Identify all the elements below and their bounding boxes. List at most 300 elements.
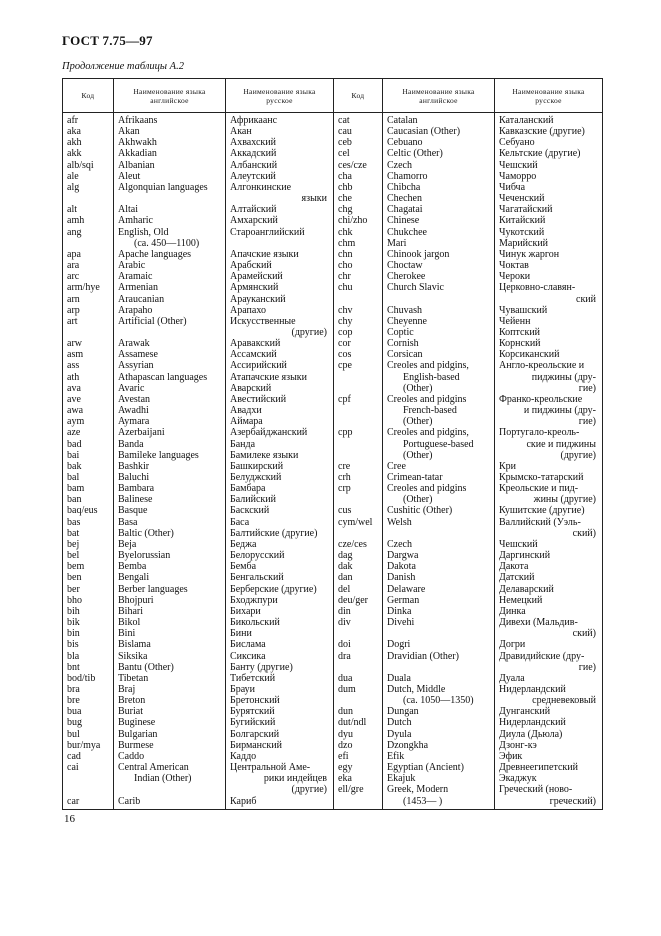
cell-russian-right: Чеченский — [495, 193, 603, 204]
cell-russian-right: Чувашский — [495, 305, 603, 316]
cell-english-left: Buginese — [114, 717, 226, 728]
cell-russian-left: Авадхи — [226, 405, 334, 416]
cell-russian-right: Коптский — [495, 327, 603, 338]
cell-code-left: ath — [63, 372, 114, 383]
cell-russian-right: Дивехи (Мальдив- — [495, 617, 603, 628]
cell-code-left: arp — [63, 305, 114, 316]
table-row — [63, 528, 603, 539]
cell-code-right: egy — [334, 762, 383, 773]
cell-russian-right: Нидерландский — [495, 717, 603, 728]
cell-code-right: eka — [334, 773, 383, 784]
cell-russian-right: и пиджины (дру- — [495, 405, 603, 416]
cell-russian-right: ский) — [495, 528, 603, 539]
cell-english-right: Chinook jargon — [383, 249, 495, 260]
cell-russian-right: Чагатайский — [495, 204, 603, 215]
cell-code-left: akh — [63, 137, 114, 148]
table-row — [63, 684, 603, 695]
cell-code-left — [63, 238, 114, 249]
table-row — [63, 539, 603, 550]
cell-code-right: chy — [334, 316, 383, 327]
cell-code-right: chn — [334, 249, 383, 260]
cell-code-left: alg — [63, 182, 114, 193]
cell-russian-left: Авестийский — [226, 394, 334, 405]
cell-code-right: cat — [334, 113, 383, 127]
cell-code-left: arm/hye — [63, 282, 114, 293]
cell-code-right: efi — [334, 751, 383, 762]
cell-code-right — [334, 662, 383, 673]
cell-code-left: bej — [63, 539, 114, 550]
cell-english-right: Corsican — [383, 349, 495, 360]
cell-english-left: Bihari — [114, 606, 226, 617]
cell-russian-right: Корсиканский — [495, 349, 603, 360]
table-row — [63, 227, 603, 238]
cell-english-left — [114, 784, 226, 795]
cell-russian-right: Дуала — [495, 673, 603, 684]
cell-english-right: Chagatai — [383, 204, 495, 215]
cell-english-left: Araucanian — [114, 294, 226, 305]
cell-english-right: Czech — [383, 160, 495, 171]
table-row — [63, 695, 603, 706]
cell-english-left — [114, 327, 226, 338]
cell-code-left: bua — [63, 706, 114, 717]
cell-english-right: French-based — [383, 405, 495, 416]
cell-english-right: Catalan — [383, 113, 495, 127]
cell-english-left: Bantu (Other) — [114, 662, 226, 673]
cell-russian-left: Каддо — [226, 751, 334, 762]
header-code-right: Код — [334, 79, 383, 113]
cell-russian-left: Бенгальский — [226, 572, 334, 583]
cell-russian-right: Дзонг-кэ — [495, 740, 603, 751]
table-row — [63, 405, 603, 416]
cell-code-left: asm — [63, 349, 114, 360]
cell-code-left: ass — [63, 360, 114, 371]
cell-code-right: cop — [334, 327, 383, 338]
cell-english-left: Berber languages — [114, 584, 226, 595]
cell-english-left: Beja — [114, 539, 226, 550]
cell-english-left: Afrikaans — [114, 113, 226, 127]
cell-code-right: div — [334, 617, 383, 628]
cell-english-right — [383, 628, 495, 639]
header-code-left: Код — [63, 79, 114, 113]
table-row — [63, 461, 603, 472]
table-row — [63, 372, 603, 383]
cell-russian-right: Кавказские (другие) — [495, 126, 603, 137]
cell-code-right — [334, 528, 383, 539]
table-row — [63, 639, 603, 650]
cell-english-left: Baltic (Other) — [114, 528, 226, 539]
cell-english-right: Chuvash — [383, 305, 495, 316]
cell-code-right: chu — [334, 282, 383, 293]
table-row — [63, 762, 603, 773]
cell-russian-right: Креольские и пид- — [495, 483, 603, 494]
cell-code-right: cau — [334, 126, 383, 137]
header-russian-right: Наименование языка русское — [495, 79, 603, 113]
table-row — [63, 160, 603, 171]
cell-english-left: Breton — [114, 695, 226, 706]
table-row — [63, 572, 603, 583]
cell-russian-left: Африкаанс — [226, 113, 334, 127]
cell-russian-left: Аварский — [226, 383, 334, 394]
cell-code-left: bam — [63, 483, 114, 494]
cell-russian-right: ский — [495, 294, 603, 305]
cell-russian-right: Диула (Дьюла) — [495, 729, 603, 740]
cell-russian-left: Бислама — [226, 639, 334, 650]
cell-code-right — [334, 796, 383, 810]
cell-russian-left: Баскский — [226, 505, 334, 516]
cell-russian-left: Аккадский — [226, 148, 334, 159]
cell-english-right: Dogri — [383, 639, 495, 650]
cell-english-left — [114, 193, 226, 204]
cell-russian-right: гие) — [495, 416, 603, 427]
cell-code-left: bho — [63, 595, 114, 606]
table-row — [63, 327, 603, 338]
cell-russian-left: Бамилеке языки — [226, 450, 334, 461]
cell-code-left: bih — [63, 606, 114, 617]
cell-russian-right: Себуано — [495, 137, 603, 148]
cell-english-left: Baluchi — [114, 472, 226, 483]
cell-code-right: doi — [334, 639, 383, 650]
cell-russian-left: Ассирийский — [226, 360, 334, 371]
cell-english-left: Amharic — [114, 215, 226, 226]
cell-english-left: Caddo — [114, 751, 226, 762]
cell-english-right: Creoles and pidgins — [383, 394, 495, 405]
cell-code-right: cre — [334, 461, 383, 472]
cell-english-right: Coptic — [383, 327, 495, 338]
cell-code-right: dra — [334, 651, 383, 662]
table-row — [63, 193, 603, 204]
cell-russian-left: Акан — [226, 126, 334, 137]
cell-russian-right: Чешский — [495, 539, 603, 550]
cell-code-left: amh — [63, 215, 114, 226]
cell-code-right: che — [334, 193, 383, 204]
table-row — [63, 706, 603, 717]
table-row — [63, 729, 603, 740]
cell-code-right: dzo — [334, 740, 383, 751]
cell-russian-left: Арамейский — [226, 271, 334, 282]
cell-english-right: Efik — [383, 751, 495, 762]
header-english-left: Наименование языка английское — [114, 79, 226, 113]
cell-russian-left: Балийский — [226, 494, 334, 505]
cell-russian-left: Азербайджанский — [226, 427, 334, 438]
cell-english-right: Welsh — [383, 517, 495, 528]
cell-code-left: bul — [63, 729, 114, 740]
table-row — [63, 740, 603, 751]
cell-russian-left: Искусственные — [226, 316, 334, 327]
cell-code-left: bas — [63, 517, 114, 528]
cell-code-right: chm — [334, 238, 383, 249]
cell-russian-right: Франко-креольские — [495, 394, 603, 405]
cell-english-left: Carib — [114, 796, 226, 810]
table-row — [63, 148, 603, 159]
cell-code-left — [63, 773, 114, 784]
cell-code-left: art — [63, 316, 114, 327]
cell-english-right — [383, 662, 495, 673]
table-row — [63, 751, 603, 762]
cell-russian-right: Корнский — [495, 338, 603, 349]
cell-russian-right: Древнеегипетский — [495, 762, 603, 773]
cell-russian-left: Беджа — [226, 539, 334, 550]
cell-code-left — [63, 327, 114, 338]
cell-russian-left: Брауи — [226, 684, 334, 695]
cell-english-right: Divehi — [383, 617, 495, 628]
cell-english-left: Buriat — [114, 706, 226, 717]
cell-english-left: Awadhi — [114, 405, 226, 416]
cell-english-right: Egyptian (Ancient) — [383, 762, 495, 773]
cell-code-right — [334, 405, 383, 416]
cell-russian-left: Амхарский — [226, 215, 334, 226]
cell-english-right: Chukchee — [383, 227, 495, 238]
table-row — [63, 316, 603, 327]
cell-english-right: Ekajuk — [383, 773, 495, 784]
cell-russian-left: Кариб — [226, 796, 334, 810]
table-row — [63, 360, 603, 371]
cell-russian-right: Дакота — [495, 561, 603, 572]
cell-russian-right: Англо-креольские и — [495, 360, 603, 371]
cell-english-right: (ca. 1050—1350) — [383, 695, 495, 706]
cell-code-right: cel — [334, 148, 383, 159]
cell-russian-left: Бирманский — [226, 740, 334, 751]
cell-code-right: chb — [334, 182, 383, 193]
cell-english-right — [383, 528, 495, 539]
cell-russian-right: Делаварский — [495, 584, 603, 595]
table-row — [63, 651, 603, 662]
table-row — [63, 505, 603, 516]
cell-code-left: baq/eus — [63, 505, 114, 516]
cell-russian-left: Белуджский — [226, 472, 334, 483]
cell-russian-right: Датский — [495, 572, 603, 583]
table-row — [63, 137, 603, 148]
cell-english-left: Arawak — [114, 338, 226, 349]
cell-english-right: Dzongkha — [383, 740, 495, 751]
cell-russian-right: ские и пиджины — [495, 439, 603, 450]
cell-english-right: Cheyenne — [383, 316, 495, 327]
cell-code-left: bre — [63, 695, 114, 706]
language-codes-table — [62, 78, 603, 810]
cell-russian-right: Кри — [495, 461, 603, 472]
cell-english-right: Dutch, Middle — [383, 684, 495, 695]
cell-code-left: ber — [63, 584, 114, 595]
cell-code-left: bel — [63, 550, 114, 561]
cell-russian-right: Чешский — [495, 160, 603, 171]
cell-russian-left: Алгонкинские — [226, 182, 334, 193]
cell-english-left: Artificial (Other) — [114, 316, 226, 327]
cell-russian-left: (другие) — [226, 784, 334, 795]
cell-english-left: English, Old — [114, 227, 226, 238]
cell-english-left: Balinese — [114, 494, 226, 505]
cell-russian-left: Баса — [226, 517, 334, 528]
table-row — [63, 472, 603, 483]
cell-code-left: apa — [63, 249, 114, 260]
cell-english-left: Banda — [114, 439, 226, 450]
cell-english-left: Bini — [114, 628, 226, 639]
table-row — [63, 483, 603, 494]
cell-english-left: Avestan — [114, 394, 226, 405]
cell-code-right: ceb — [334, 137, 383, 148]
table-row — [63, 439, 603, 450]
cell-code-right: cus — [334, 505, 383, 516]
cell-english-right: Duala — [383, 673, 495, 684]
cell-code-right: ces/cze — [334, 160, 383, 171]
cell-russian-right: средневековый — [495, 695, 603, 706]
cell-code-left: bod/tib — [63, 673, 114, 684]
table-row — [63, 494, 603, 505]
cell-russian-left: Бурятский — [226, 706, 334, 717]
cell-russian-left: Банту (другие) — [226, 662, 334, 673]
cell-english-right: Creoles and pidgins — [383, 483, 495, 494]
cell-code-left: bem — [63, 561, 114, 572]
cell-russian-left: Апачские языки — [226, 249, 334, 260]
cell-code-right: dua — [334, 673, 383, 684]
cell-english-left: Armenian — [114, 282, 226, 293]
table-row — [63, 349, 603, 360]
cell-code-left: akk — [63, 148, 114, 159]
cell-russian-right: Эфик — [495, 751, 603, 762]
cell-code-right — [334, 294, 383, 305]
cell-english-right: Dakota — [383, 561, 495, 572]
cell-russian-left: Ассамский — [226, 349, 334, 360]
cell-english-right: German — [383, 595, 495, 606]
cell-english-left: Basque — [114, 505, 226, 516]
cell-english-left: Albanian — [114, 160, 226, 171]
cell-code-right: din — [334, 606, 383, 617]
cell-russian-left: Алтайский — [226, 204, 334, 215]
table-header-row — [63, 79, 603, 113]
cell-english-left: Aymara — [114, 416, 226, 427]
cell-english-right: Delaware — [383, 584, 495, 595]
cell-code-right: dyu — [334, 729, 383, 740]
cell-code-left: arw — [63, 338, 114, 349]
table-row — [63, 517, 603, 528]
cell-russian-right: гие) — [495, 383, 603, 394]
cell-code-left: bad — [63, 439, 114, 450]
cell-english-right: Chamorro — [383, 171, 495, 182]
cell-code-right: dak — [334, 561, 383, 572]
cell-russian-right: Каталанский — [495, 113, 603, 127]
cell-english-right: Choctaw — [383, 260, 495, 271]
cell-russian-left: Ахвахский — [226, 137, 334, 148]
cell-russian-right: Марийский — [495, 238, 603, 249]
cell-code-right: crp — [334, 483, 383, 494]
cell-russian-right: Дунганский — [495, 706, 603, 717]
cell-russian-right: Дравидийские (дру- — [495, 651, 603, 662]
table-row — [63, 204, 603, 215]
table-row — [63, 595, 603, 606]
cell-english-right: Dungan — [383, 706, 495, 717]
cell-code-right — [334, 439, 383, 450]
cell-code-right: dag — [334, 550, 383, 561]
cell-english-right: Caucasian (Other) — [383, 126, 495, 137]
cell-english-left: Bashkir — [114, 461, 226, 472]
cell-russian-right: Нидерландский — [495, 684, 603, 695]
cell-code-right: cpe — [334, 360, 383, 371]
table-row — [63, 238, 603, 249]
cell-code-right: cpp — [334, 427, 383, 438]
cell-english-left: Aramaic — [114, 271, 226, 282]
cell-english-left: Bislama — [114, 639, 226, 650]
table-body — [63, 113, 603, 810]
cell-english-right: English-based — [383, 372, 495, 383]
cell-english-right: (1453— ) — [383, 796, 495, 810]
cell-code-right: crh — [334, 472, 383, 483]
table-row — [63, 550, 603, 561]
table-row — [63, 338, 603, 349]
table-row — [63, 260, 603, 271]
cell-code-right: chg — [334, 204, 383, 215]
table-row — [63, 182, 603, 193]
table-row — [63, 249, 603, 260]
cell-russian-right: Китайский — [495, 215, 603, 226]
cell-code-left: cad — [63, 751, 114, 762]
cell-russian-left: Арауканский — [226, 294, 334, 305]
cell-russian-left: Алеутский — [226, 171, 334, 182]
cell-russian-left: Бамбара — [226, 483, 334, 494]
cell-code-left: ang — [63, 227, 114, 238]
table-row — [63, 717, 603, 728]
table-row — [63, 305, 603, 316]
cell-english-right: Cebuano — [383, 137, 495, 148]
cell-russian-right: Церковно-славян- — [495, 282, 603, 293]
cell-russian-left: Сиксика — [226, 651, 334, 662]
cell-english-right: Creoles and pidgins, — [383, 360, 495, 371]
cell-russian-left: языки — [226, 193, 334, 204]
cell-russian-right: Валлийский (Уэль- — [495, 517, 603, 528]
cell-english-right: Cushitic (Other) — [383, 505, 495, 516]
cell-code-right — [334, 494, 383, 505]
cell-code-right: chr — [334, 271, 383, 282]
table-row — [63, 617, 603, 628]
cell-russian-right: ский) — [495, 628, 603, 639]
cell-code-left: bik — [63, 617, 114, 628]
table-row — [63, 427, 603, 438]
cell-russian-left: Тибетский — [226, 673, 334, 684]
cell-code-right: deu/ger — [334, 595, 383, 606]
cell-code-left: aka — [63, 126, 114, 137]
cell-code-right — [334, 416, 383, 427]
cell-russian-right: Чейенн — [495, 316, 603, 327]
table-row — [63, 215, 603, 226]
cell-russian-right: Чаморро — [495, 171, 603, 182]
cell-russian-right: Греческий (ново- — [495, 784, 603, 795]
cell-english-left: Akan — [114, 126, 226, 137]
cell-russian-right: Кушитские (другие) — [495, 505, 603, 516]
table-row — [63, 561, 603, 572]
cell-russian-left: Арапахо — [226, 305, 334, 316]
cell-russian-left: Банда — [226, 439, 334, 450]
cell-english-left: Braj — [114, 684, 226, 695]
cell-code-right: dum — [334, 684, 383, 695]
cell-russian-left: Арабский — [226, 260, 334, 271]
cell-code-left: ale — [63, 171, 114, 182]
cell-russian-left — [226, 238, 334, 249]
cell-russian-left: Берберские (другие) — [226, 584, 334, 595]
cell-code-right: chk — [334, 227, 383, 238]
cell-code-right: cze/ces — [334, 539, 383, 550]
cell-code-left — [63, 784, 114, 795]
table-row — [63, 773, 603, 784]
cell-russian-right: Кельтские (другие) — [495, 148, 603, 159]
cell-english-left: Athapascan languages — [114, 372, 226, 383]
cell-russian-left: Староанглийский — [226, 227, 334, 238]
cell-russian-right: Немецкий — [495, 595, 603, 606]
cell-russian-right: Чоктав — [495, 260, 603, 271]
cell-code-left: ava — [63, 383, 114, 394]
cell-russian-right: Крымско-татарский — [495, 472, 603, 483]
cell-code-right: chv — [334, 305, 383, 316]
cell-code-right — [334, 628, 383, 639]
cell-english-left: Apache languages — [114, 249, 226, 260]
cell-russian-right: Португало-креоль- — [495, 427, 603, 438]
cell-code-left: bal — [63, 472, 114, 483]
